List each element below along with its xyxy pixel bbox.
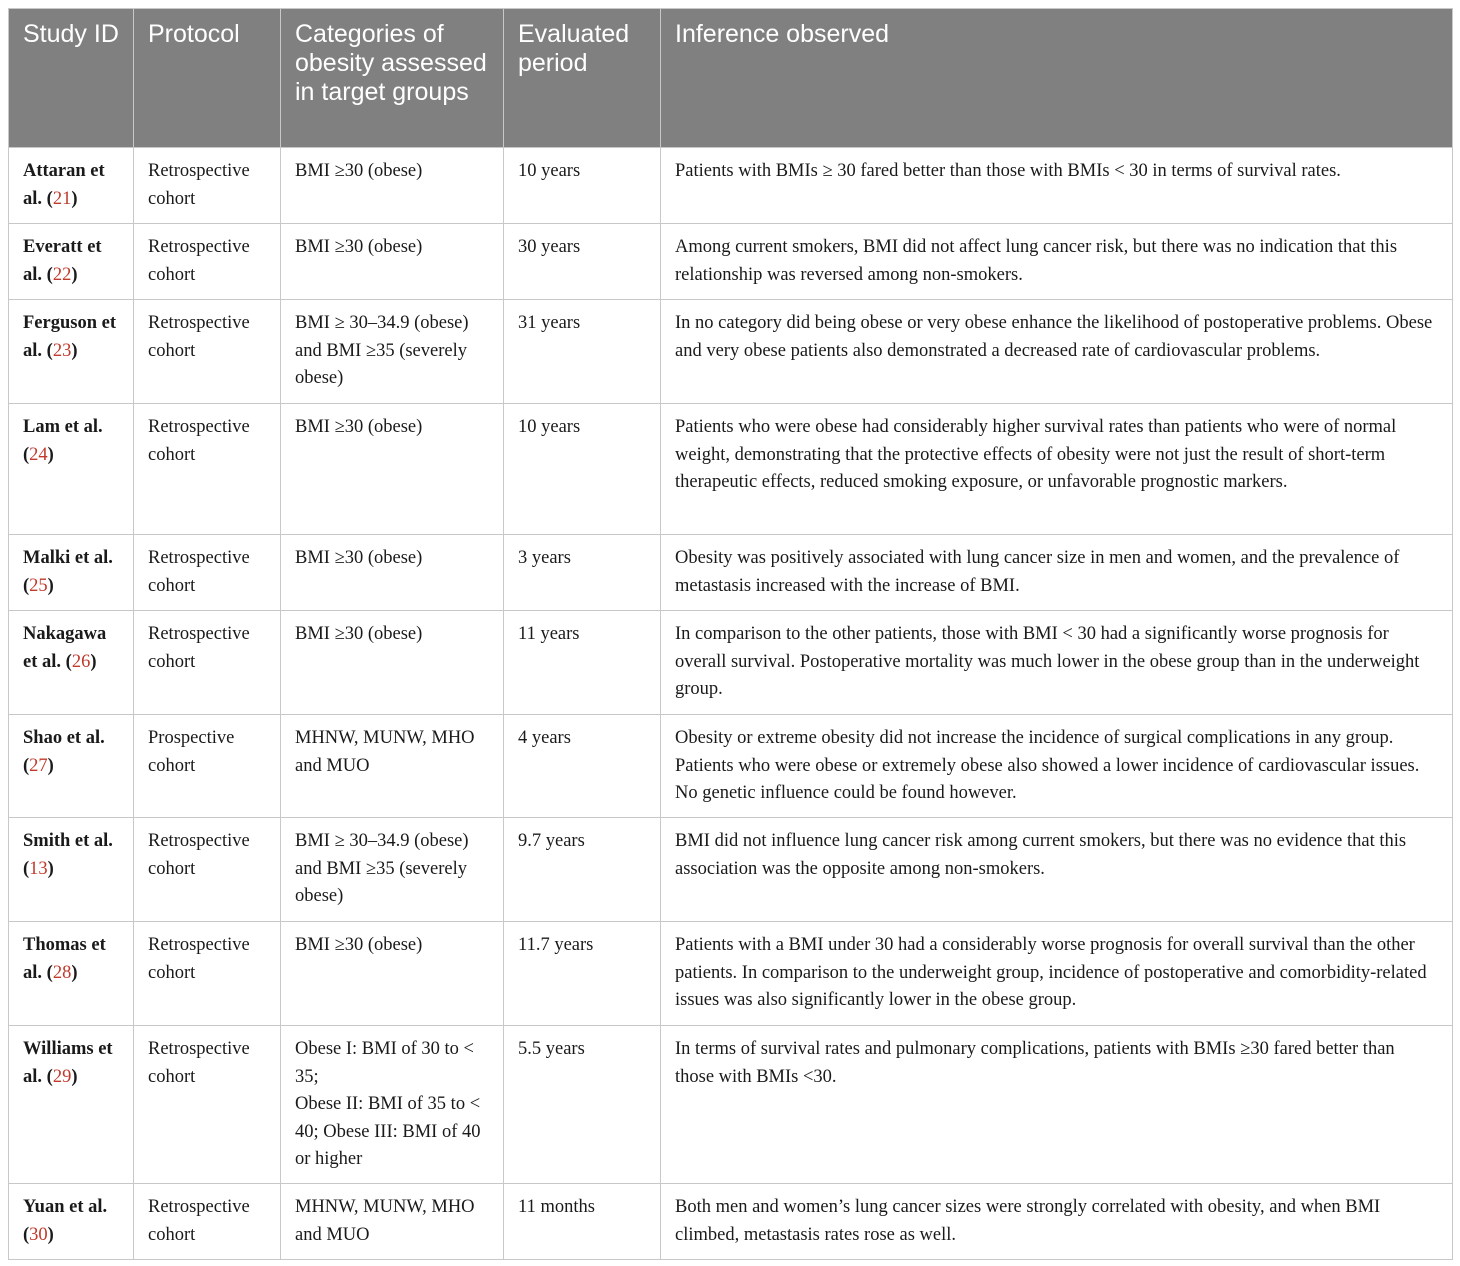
inference-cell: In comparison to the other patients, those with BMI < 30 had a significantly worse prognosis for overall survival. Postoperative mortality was much lower in the obese group than in the underweight group. — [661, 611, 1453, 715]
protocol-cell: Retrospective cohort — [134, 611, 281, 715]
table-row — [9, 300, 1453, 404]
inference-cell: Patients with BMIs ≥ 30 fared better than those with BMIs < 30 in terms of survival rates. — [661, 148, 1453, 224]
header-row — [9, 9, 1453, 148]
table-row — [9, 611, 1453, 715]
study-name: Yuan et al. — [23, 1197, 108, 1217]
study-name: Williams et al. — [23, 1039, 113, 1087]
reference-link[interactable]: 22 — [52, 264, 72, 285]
reference-link[interactable]: 21 — [52, 188, 72, 209]
study-name: Everatt et al. — [23, 237, 102, 285]
categories-cell: MHNW, MUNW, MHO and MUO — [281, 715, 504, 818]
reference-link[interactable]: 29 — [52, 1066, 72, 1087]
protocol-cell: Retrospective cohort — [134, 1184, 281, 1260]
table-row — [9, 715, 1453, 818]
inference-cell: Both men and women’s lung cancer sizes were strongly correlated with obesity, and when BMI climbed, metastasis rates rose as well. — [661, 1184, 1453, 1260]
obesity-studies-table — [8, 8, 1453, 1260]
categories-cell: BMI ≥30 (obese) — [281, 611, 504, 715]
protocol-cell: Retrospective cohort — [134, 224, 281, 300]
period-cell: 3 years — [504, 535, 661, 611]
period-cell: 10 years — [504, 404, 661, 535]
header-protocol: Protocol — [134, 9, 281, 148]
reference-link[interactable]: 25 — [29, 575, 48, 596]
period-cell: 11 years — [504, 611, 661, 715]
inference-cell: In no category did being obese or very obese enhance the likelihood of postoperative problems. Obese and very obese patients also demonstrated a decreased rate of cardiovascular problems. — [661, 300, 1453, 404]
study-name: Shao et al. — [23, 728, 105, 748]
study-id-cell: Smith et al. (13) — [9, 818, 134, 922]
period-cell: 4 years — [504, 715, 661, 818]
table-row — [9, 404, 1453, 535]
reference-link[interactable]: 26 — [71, 651, 91, 672]
study-id-cell: Malki et al. (25) — [9, 535, 134, 611]
inference-cell: Obesity was positively associated with lung cancer size in men and women, and the prevalence of metastasis increased with the increase of BMI. — [661, 535, 1453, 611]
study-id-cell: Ferguson et al. (23) — [9, 300, 134, 404]
categories-cell: BMI ≥30 (obese) — [281, 148, 504, 224]
study-id-cell: Yuan et al. (30) — [9, 1184, 134, 1260]
study-name: Smith et al. — [23, 831, 113, 851]
study-id-cell: Attaran et al. (21) — [9, 148, 134, 224]
period-cell: 11 months — [504, 1184, 661, 1260]
period-cell: 10 years — [504, 148, 661, 224]
study-id-cell: Lam et al. (24) — [9, 404, 134, 535]
inference-cell: Patients with a BMI under 30 had a considerably worse prognosis for overall survival than the other patients. In comparison to the underweight group, incidence of postoperative and comorbidity-related issues was also significantly lower in the obese group. — [661, 922, 1453, 1026]
table-row — [9, 535, 1453, 611]
study-name: Thomas et al. — [23, 935, 106, 983]
reference-link[interactable]: 24 — [29, 444, 48, 465]
inference-cell: BMI did not influence lung cancer risk among current smokers, but there was no evidence that this association was the opposite among non-smokers. — [661, 818, 1453, 922]
table-row — [9, 818, 1453, 922]
header-period: Evaluated period — [504, 9, 661, 148]
table-row — [9, 1026, 1453, 1184]
header-categories: Categories of obesity assessed in target groups — [281, 9, 504, 148]
period-cell: 11.7 years — [504, 922, 661, 1026]
study-id-cell: Thomas et al. (28) — [9, 922, 134, 1026]
study-name: Ferguson et al. — [23, 313, 116, 361]
reference-link[interactable]: 13 — [29, 858, 48, 879]
study-name: Nakagawa et al. — [23, 624, 107, 672]
table-row — [9, 148, 1453, 224]
table-row — [9, 922, 1453, 1026]
study-name: Lam et al. — [23, 417, 103, 437]
period-cell: 30 years — [504, 224, 661, 300]
categories-cell: BMI ≥30 (obese) — [281, 922, 504, 1026]
header-study-id: Study ID — [9, 9, 134, 148]
protocol-cell: Retrospective cohort — [134, 818, 281, 922]
study-id-cell: Williams et al. (29) — [9, 1026, 134, 1184]
reference-link[interactable]: 23 — [52, 340, 72, 361]
inference-cell: In terms of survival rates and pulmonary complications, patients with BMIs ≥30 fared better than those with BMIs <30. — [661, 1026, 1453, 1184]
categories-cell: BMI ≥ 30–34.9 (obese) and BMI ≥35 (severely obese) — [281, 300, 504, 404]
protocol-cell: Retrospective cohort — [134, 1026, 281, 1184]
protocol-cell: Prospective cohort — [134, 715, 281, 818]
protocol-cell: Retrospective cohort — [134, 535, 281, 611]
inference-cell: Obesity or extreme obesity did not increase the incidence of surgical complications in any group. Patients who were obese or extremely obese also showed a lower incidence of cardiovascular issues. No genetic influence could be found however. — [661, 715, 1453, 818]
categories-cell: BMI ≥30 (obese) — [281, 404, 504, 535]
table-row — [9, 224, 1453, 300]
study-name: Attaran et al. — [23, 161, 105, 209]
categories-cell: MHNW, MUNW, MHO and MUO — [281, 1184, 504, 1260]
inference-cell: Among current smokers, BMI did not affect lung cancer risk, but there was no indication that this relationship was reversed among non-smokers. — [661, 224, 1453, 300]
protocol-cell: Retrospective cohort — [134, 148, 281, 224]
period-cell: 9.7 years — [504, 818, 661, 922]
reference-link[interactable]: 28 — [52, 962, 72, 983]
period-cell: 31 years — [504, 300, 661, 404]
study-name: Malki et al. — [23, 548, 113, 568]
categories-cell — [281, 1026, 504, 1184]
reference-link[interactable]: 27 — [29, 755, 48, 776]
inference-cell: Patients who were obese had considerably higher survival rates than patients who were of normal weight, demonstrating that the protective effects of obesity were not just the result of short-term therapeutic effects, reduced smoking exposure, or unfavorable prognostic markers. — [661, 404, 1453, 535]
table-row — [9, 1184, 1453, 1260]
study-id-cell: Everatt et al. (22) — [9, 224, 134, 300]
categories-cell: BMI ≥30 (obese) — [281, 224, 504, 300]
protocol-cell: Retrospective cohort — [134, 404, 281, 535]
study-id-cell: Shao et al. (27) — [9, 715, 134, 818]
categories-cell: BMI ≥ 30–34.9 (obese) and BMI ≥35 (severely obese) — [281, 818, 504, 922]
protocol-cell: Retrospective cohort — [134, 300, 281, 404]
study-id-cell: Nakagawa et al. (26) — [9, 611, 134, 715]
category-line: Obese I: BMI of 30 to < 35; — [295, 1039, 474, 1087]
period-cell: 5.5 years — [504, 1026, 661, 1184]
header-inference: Inference observed — [661, 9, 1453, 148]
reference-link[interactable]: 30 — [29, 1224, 48, 1245]
category-line: Obese II: BMI of 35 to < 40; Obese III: BMI of 40 or higher — [295, 1094, 481, 1169]
categories-cell: BMI ≥30 (obese) — [281, 535, 504, 611]
protocol-cell: Retrospective cohort — [134, 922, 281, 1026]
